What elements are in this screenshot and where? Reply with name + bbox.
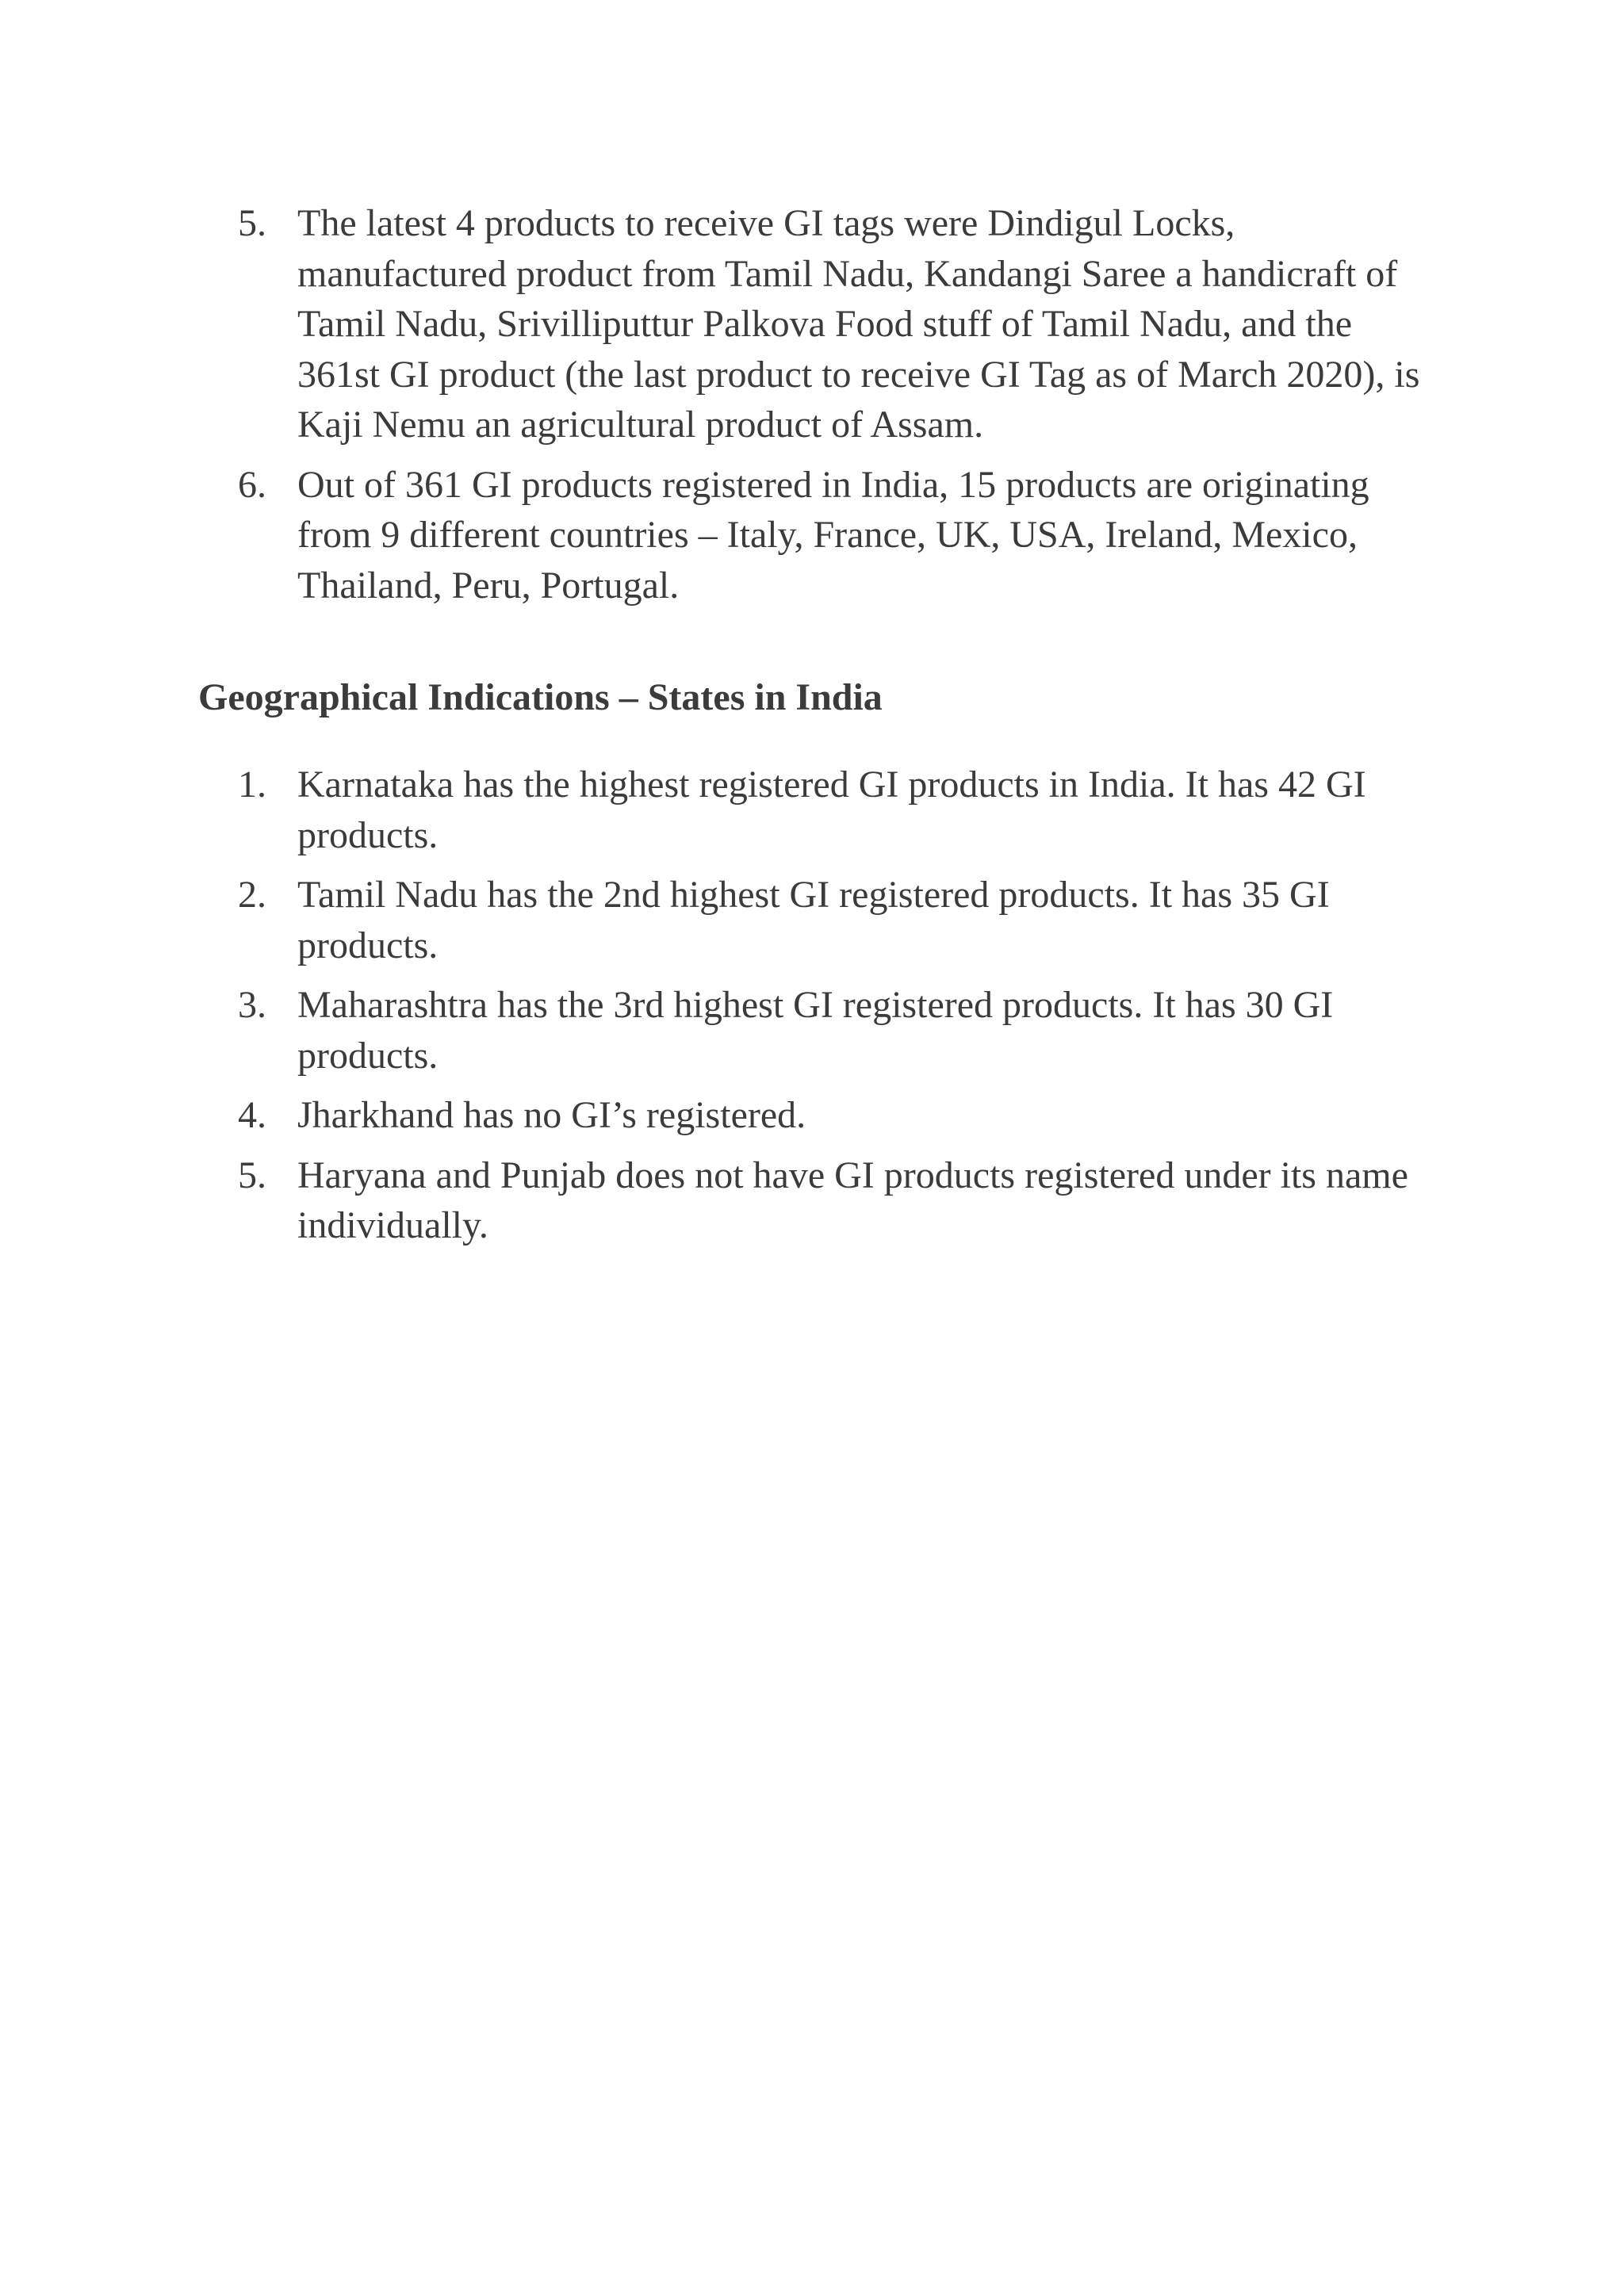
list-item xyxy=(238,980,1443,1081)
list-item-text: Jharkhand has no GI’s registered. xyxy=(297,1094,806,1136)
list-item-text: Tamil Nadu has the 2nd highest GI registered products. It has 35 GI products. xyxy=(297,874,1330,966)
list-item-text: Haryana and Punjab does not have GI products registered under its name individually. xyxy=(297,1154,1408,1246)
list-item-text: Out of 361 GI products registered in India, 15 products are originating from 9 different countries – Italy, France, UK, USA, Ireland, Mexico, Thailand, Peru, Portugal. xyxy=(297,463,1369,607)
section-heading: Geographical Indications – States in India xyxy=(198,676,883,718)
list-item-number: 5. xyxy=(238,202,266,244)
list-item-number: 1. xyxy=(238,763,266,806)
list-item-number: 6. xyxy=(238,463,266,506)
list-item-number: 5. xyxy=(238,1154,266,1196)
list-item xyxy=(238,760,1443,860)
list-item xyxy=(238,870,1443,970)
list-item xyxy=(238,460,1443,611)
list-item-number: 3. xyxy=(238,984,266,1026)
list-item xyxy=(238,198,1443,450)
list-item xyxy=(238,1090,1443,1141)
list-item xyxy=(238,1150,1443,1251)
list-item-text: Karnataka has the highest registered GI products in India. It has 42 GI products. xyxy=(297,763,1366,856)
list-item-number: 2. xyxy=(238,874,266,916)
gi-facts-list xyxy=(238,198,1443,620)
list-item-number: 4. xyxy=(238,1094,266,1136)
list-item-text: The latest 4 products to receive GI tags were Dindigul Locks, manufactured product from Tamil Nadu, Kandangi Saree a handicraft of Tamil Nadu, Srivilliputtur Palkova Food stuff of Tamil Nadu, and the 361st GI product (the last product to receive GI Tag as of March 2020), is Kaji Nemu an agricultural product of Assam. xyxy=(297,202,1420,446)
states-list xyxy=(238,760,1443,1261)
list-item-text: Maharashtra has the 3rd highest GI registered products. It has 30 GI products. xyxy=(297,984,1334,1077)
